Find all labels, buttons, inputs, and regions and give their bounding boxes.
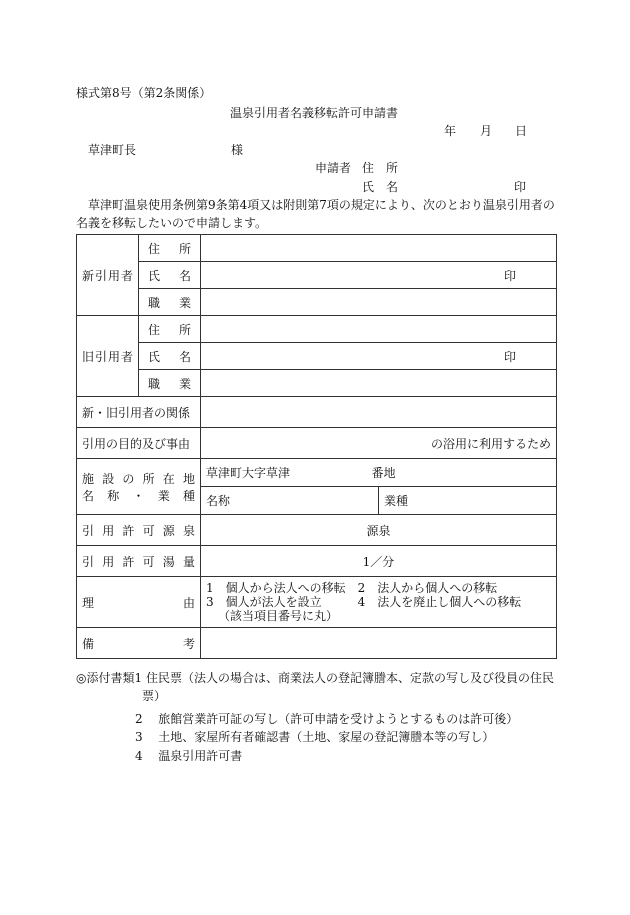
applicant-name-label: 氏 名 (362, 180, 399, 194)
new-user-seal-mark: 印 (503, 268, 516, 283)
volume-field[interactable]: 1／分 (201, 546, 557, 577)
old-user-address-label: 住所 (139, 316, 201, 343)
reason-option-3[interactable]: 3 個人が法人を設立 (206, 595, 322, 609)
new-user-name-label: 氏名 (139, 262, 201, 289)
old-user-occupation-label: 職業 (139, 370, 201, 397)
new-user-address-field[interactable] (201, 235, 557, 262)
addressee-honorific: 様 (231, 143, 244, 157)
date-day-label: 日 (515, 124, 528, 138)
reason-label: 理由 (77, 577, 201, 628)
form-number: 様式第8号（第2条関係） (76, 86, 212, 100)
purpose-label: 引用の目的及び事由 (77, 428, 201, 459)
attachments-item1 (76, 670, 554, 686)
new-user-occupation-field[interactable] (201, 289, 557, 316)
attachments-item3-text: 土地、家屋所有者確認書（土地、家屋の登記簿謄本等の写し） (158, 730, 495, 744)
intro-text-line1: 草津町温泉使用条例第9条第4項又は附則第7項の規定により、次のとおり温泉引用者の (88, 198, 555, 212)
facility-name-type-label: 名称・業種 (82, 488, 195, 503)
date-month-label: 月 (480, 124, 493, 138)
new-user-address-label: 住所 (139, 235, 201, 262)
document-title: 温泉引用者名義移転許可申請書 (230, 106, 399, 120)
old-user-label: 旧引用者 (77, 316, 139, 397)
attachments-item4-number: 4 (135, 749, 143, 763)
attachments-item4-text: 温泉引用許可書 (158, 749, 243, 763)
attachments-item1-text-line1: 住民票（法人の場合は、商業法人の登記簿謄本、定款の写し及び役員の住民 (145, 671, 554, 685)
reason-option-2[interactable]: 2 法人から個人への移転 (357, 581, 498, 595)
reason-option-4[interactable]: 4 法人を廃止し個人への移転 (357, 595, 522, 609)
reason-option-1[interactable]: 1 個人から法人への移転 (206, 581, 346, 595)
intro-text-line2: 名義を移転したいので申請します。 (76, 216, 268, 230)
relation-label: 新・旧引用者の関係 (77, 397, 201, 428)
old-user-address-field[interactable] (201, 316, 557, 343)
attachments-label: ◎添付書類1 (76, 671, 143, 685)
attachments-item2-text: 旅館営業許可証の写し（許可申請を受けようとするものは許可後） (158, 712, 519, 726)
reason-field[interactable] (201, 577, 557, 628)
purpose-field[interactable]: の浴用に利用するため (201, 428, 557, 459)
attachments-item2-number: 2 (135, 712, 143, 726)
facility-location-label: 施設の所在地 (82, 471, 195, 486)
old-user-name-label: 氏名 (139, 343, 201, 370)
remarks-field[interactable] (201, 628, 557, 659)
facility-type-field[interactable]: 業種 (379, 487, 557, 515)
facility-location-field[interactable] (201, 459, 557, 487)
date-year-label: 年 (444, 124, 457, 138)
remarks-label: 備考 (77, 628, 201, 659)
facility-name-field[interactable]: 名称 (201, 487, 379, 515)
source-label: 引用許可源泉 (77, 515, 201, 546)
attachments-item4 (135, 748, 242, 764)
reason-note: （該当項目番号に丸） (218, 609, 339, 623)
facility-location-prefix: 草津町大字草津 (206, 466, 291, 480)
attachments-item3-number: 3 (135, 730, 143, 744)
applicant-address-label: 住 所 (362, 161, 399, 175)
old-user-seal-mark: 印 (503, 349, 516, 364)
new-user-label: 新引用者 (77, 235, 139, 316)
addressee: 草津町長 (88, 143, 137, 157)
old-user-name-field[interactable] (201, 343, 557, 370)
facility-location-suffix: 番地 (371, 466, 396, 480)
relation-field[interactable] (201, 397, 557, 428)
applicant-label: 申請者 (315, 161, 352, 175)
new-user-name-field[interactable] (201, 262, 557, 289)
attachments-item2 (135, 711, 518, 727)
old-user-occupation-field[interactable] (201, 370, 557, 397)
volume-label: 引用許可湯量 (77, 546, 201, 577)
source-field[interactable]: 源泉 (201, 515, 557, 546)
attachments-item1-text-line2: 票） (142, 689, 167, 703)
new-user-occupation-label: 職業 (139, 289, 201, 316)
application-form-table (76, 234, 557, 659)
facility-label (77, 459, 201, 515)
applicant-seal-mark: 印 (514, 180, 527, 194)
attachments-item3 (135, 729, 494, 745)
